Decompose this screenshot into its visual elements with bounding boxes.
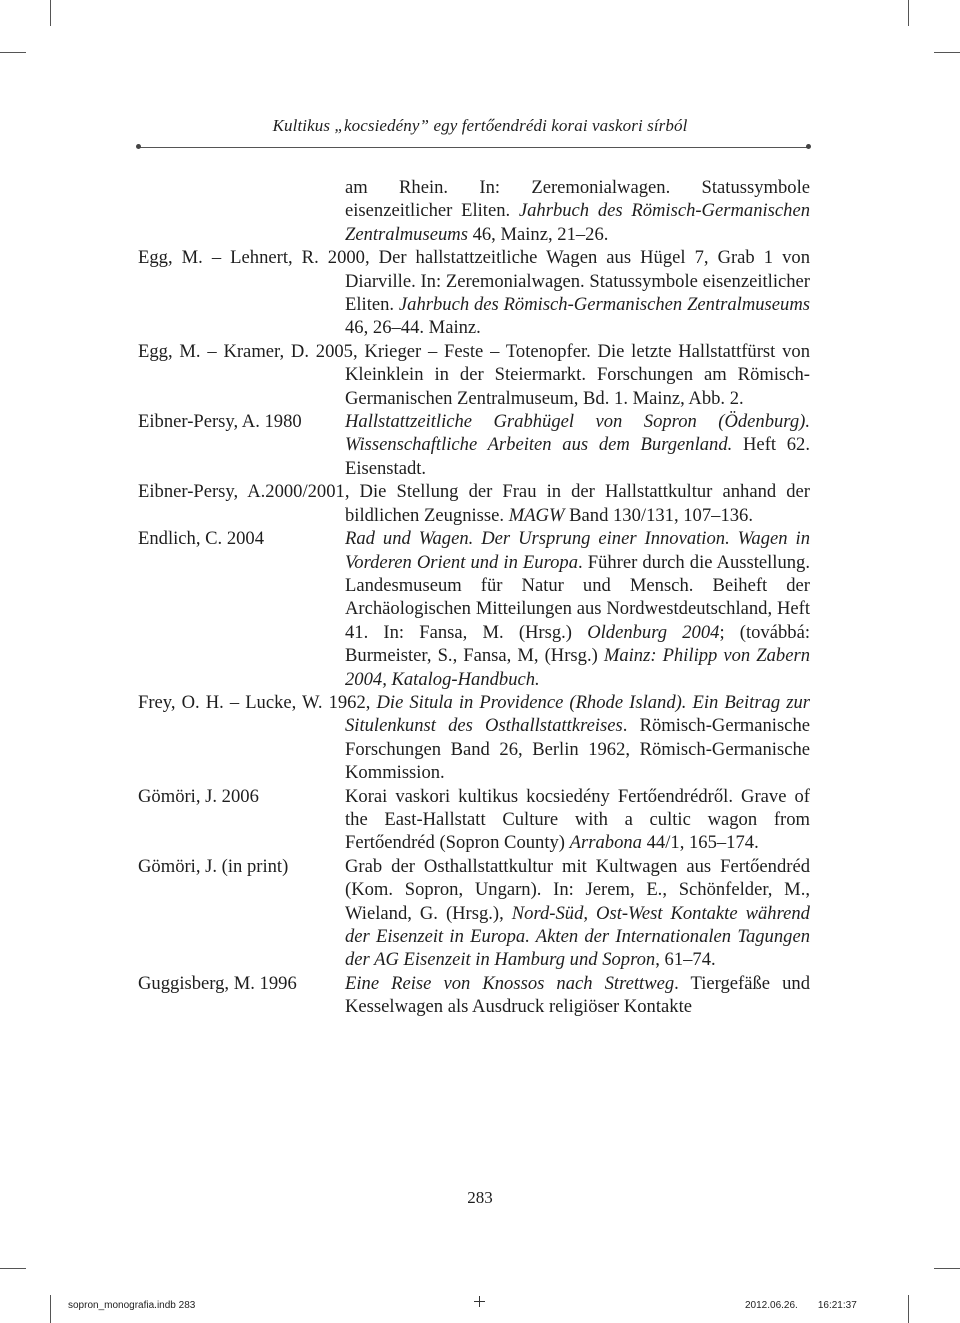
reference-segment: Egg, M. – Lehnert, R. 2000, Der hallstattzeitliche Wagen aus Hügel 7, Grab 1 von Diarville. In: Zeremonialwagen. Statussymbole eisenzeitlicher Eliten. xyxy=(138,247,810,316)
reference-italic-segment: Oldenburg 2004 xyxy=(587,621,720,643)
reference-italic-segment: Rad und Wagen. Der Ursprung einer Innovation. Wagen in Vorderen Orient und in Europa xyxy=(345,528,810,573)
reference-segment: Egg, M. – Kramer, D. 2005, Krieger – Feste – Totenopfer. Die letzte Hallstattfürst von Kleinklein in der Steiermarkt. Forschungen am Römisch-Germanischen Zentralmuseum, Bd. 1. Mainz, Abb. 2. xyxy=(138,340,810,409)
footer-filename: sopron_monografia.indb 283 xyxy=(68,1300,196,1311)
reference-segment: Korai vaskori kultikus kocsiedény Fertőendrédről. Grave of the East-Hallstatt Culture with a cultic wagon from Fertőendréd (Sopron County) xyxy=(345,785,810,854)
crop-mark-bottom-right xyxy=(934,1268,960,1269)
reference-italic-segment: Mainz: Philipp von Zabern 2004, Katalog-Handbuch. xyxy=(345,645,811,690)
reference-segment: 44/1, 165–174. xyxy=(641,832,759,854)
crop-mark-top-left xyxy=(50,0,51,26)
reference-text xyxy=(345,972,810,1019)
reference-text xyxy=(138,340,810,410)
footer-time: 16:21:37 xyxy=(817,1300,857,1311)
reference-segment: 46, 26–44. Mainz. xyxy=(345,317,481,339)
reference-segment: . Führer durch die Ausstellung. Landesmuseum für Natur und Mensch. Beiheft der Archäologischen Mitteilungen aus Nordwestdeutschland, Heft 41. In: Fansa, M. (Hrsg.) xyxy=(345,551,811,643)
reference-text xyxy=(138,246,810,340)
reference-text xyxy=(345,176,810,246)
reference-segment: Band 130/131, 107–136. xyxy=(564,504,753,526)
reference-text xyxy=(138,691,810,785)
reference-segment: 46, Mainz, 21–26. xyxy=(467,223,609,245)
crop-mark-top-right-h xyxy=(934,52,960,53)
reference-text xyxy=(345,410,810,480)
reference-segment: . Tiergefäße und Kesselwagen als Ausdruck religiöser Kontakte xyxy=(345,972,810,1018)
crop-mark-bottom-left-v xyxy=(50,1295,51,1323)
header-rule xyxy=(138,147,810,148)
reference-list xyxy=(138,176,810,1019)
crop-mark-bottom-left xyxy=(0,1268,26,1269)
reference-italic-segment: Arrabona xyxy=(569,832,642,854)
reference-text xyxy=(138,480,810,527)
reference-entry xyxy=(138,785,810,855)
reference-author: Endlich, C. 2004 xyxy=(138,528,265,550)
reference-italic-segment: Jahrbuch des Römisch-Germanischen Zentralmuseums xyxy=(345,200,810,245)
reference-entry xyxy=(138,855,810,972)
reference-author: Guggisberg, M. 1996 xyxy=(138,972,297,994)
reference-entry xyxy=(138,480,810,527)
reference-entry xyxy=(138,527,810,691)
reference-author: Gömöri, J. (in print) xyxy=(138,855,289,877)
crop-mark-top-right xyxy=(908,0,909,26)
reference-segment: Heft 62. Eisenstadt. xyxy=(345,434,810,479)
reference-italic-segment: Jahrbuch des Römisch-Germanischen Zentralmuseums xyxy=(398,294,810,316)
reference-italic-segment: MAGW xyxy=(508,504,565,526)
reference-entry xyxy=(138,972,810,1019)
reference-entry xyxy=(138,410,810,480)
reference-entry xyxy=(138,340,810,410)
reference-segment: ; (továbbá: Burmeister, S., Fansa, M, (Hrsg.) xyxy=(345,621,810,667)
header-rule-dot-left xyxy=(136,144,141,149)
footer-date: 2012.06.26. xyxy=(745,1300,798,1311)
reference-entry xyxy=(138,246,810,340)
reference-text xyxy=(345,785,810,855)
reference-author: Eibner-Persy, A. 1980 xyxy=(138,411,302,433)
page-number: 283 xyxy=(467,1188,493,1207)
reference-italic-segment: Hallstattzeitliche Grabhügel von Sopron (Ödenburg). Wissenschaftliche Arbeiten aus dem Burgenland. xyxy=(345,411,810,456)
reference-segment: Grab der Osthallstattkultur mit Kultwagen aus Fertőendréd (Kom. Sopron, Ungarn). In: Jerem, E., Schönfelder, M., Wieland, G. (Hrsg.), xyxy=(345,855,810,924)
crop-mark-top-left-h xyxy=(0,52,26,53)
reference-author: Gömöri, J. 2006 xyxy=(138,785,259,807)
running-header: Kultikus „kocsiedény” egy fertőendrédi korai vaskori sírból xyxy=(272,116,688,135)
footer-timestamp xyxy=(745,1300,857,1311)
header-rule-dot-right xyxy=(806,144,811,149)
reference-italic-segment: Die Situla in Providence (Rhode Island). Ein Beitrag zur Situlenkunst des Osthallstattkreises xyxy=(345,691,810,737)
reference-segment: , 61–74. xyxy=(655,949,716,971)
reference-segment: am Rhein. In: Zeremonialwagen. Statussymbole eisenzeitlicher Eliten. xyxy=(345,177,810,222)
reference-segment: Eibner-Persy, A.2000/2001, Die Stellung der Frau in der Hallstattkultur anhand der bildlichen Zeugnisse. xyxy=(138,481,810,526)
reference-italic-segment: Nord-Süd, Ost-West Kontakte während der Eisenzeit in Europa. Akten der Internationalen Tagungen der AG Eisenzeit in Hamburg und Sopron xyxy=(345,902,810,971)
reference-italic-segment: Eine Reise von Knossos nach Strettweg xyxy=(345,972,675,994)
reference-entry xyxy=(138,176,810,246)
reference-segment: Frey, O. H. – Lucke, W. 1962, xyxy=(138,691,377,713)
registration-mark xyxy=(474,1296,485,1307)
crop-mark-bottom-right-v xyxy=(908,1295,909,1323)
reference-text xyxy=(345,527,810,691)
reference-segment: . Römisch-Germanische Forschungen Band 26, Berlin 1962, Römisch-Germanische Kommission. xyxy=(345,715,810,784)
reference-text xyxy=(345,855,810,972)
reference-entry xyxy=(138,691,810,785)
